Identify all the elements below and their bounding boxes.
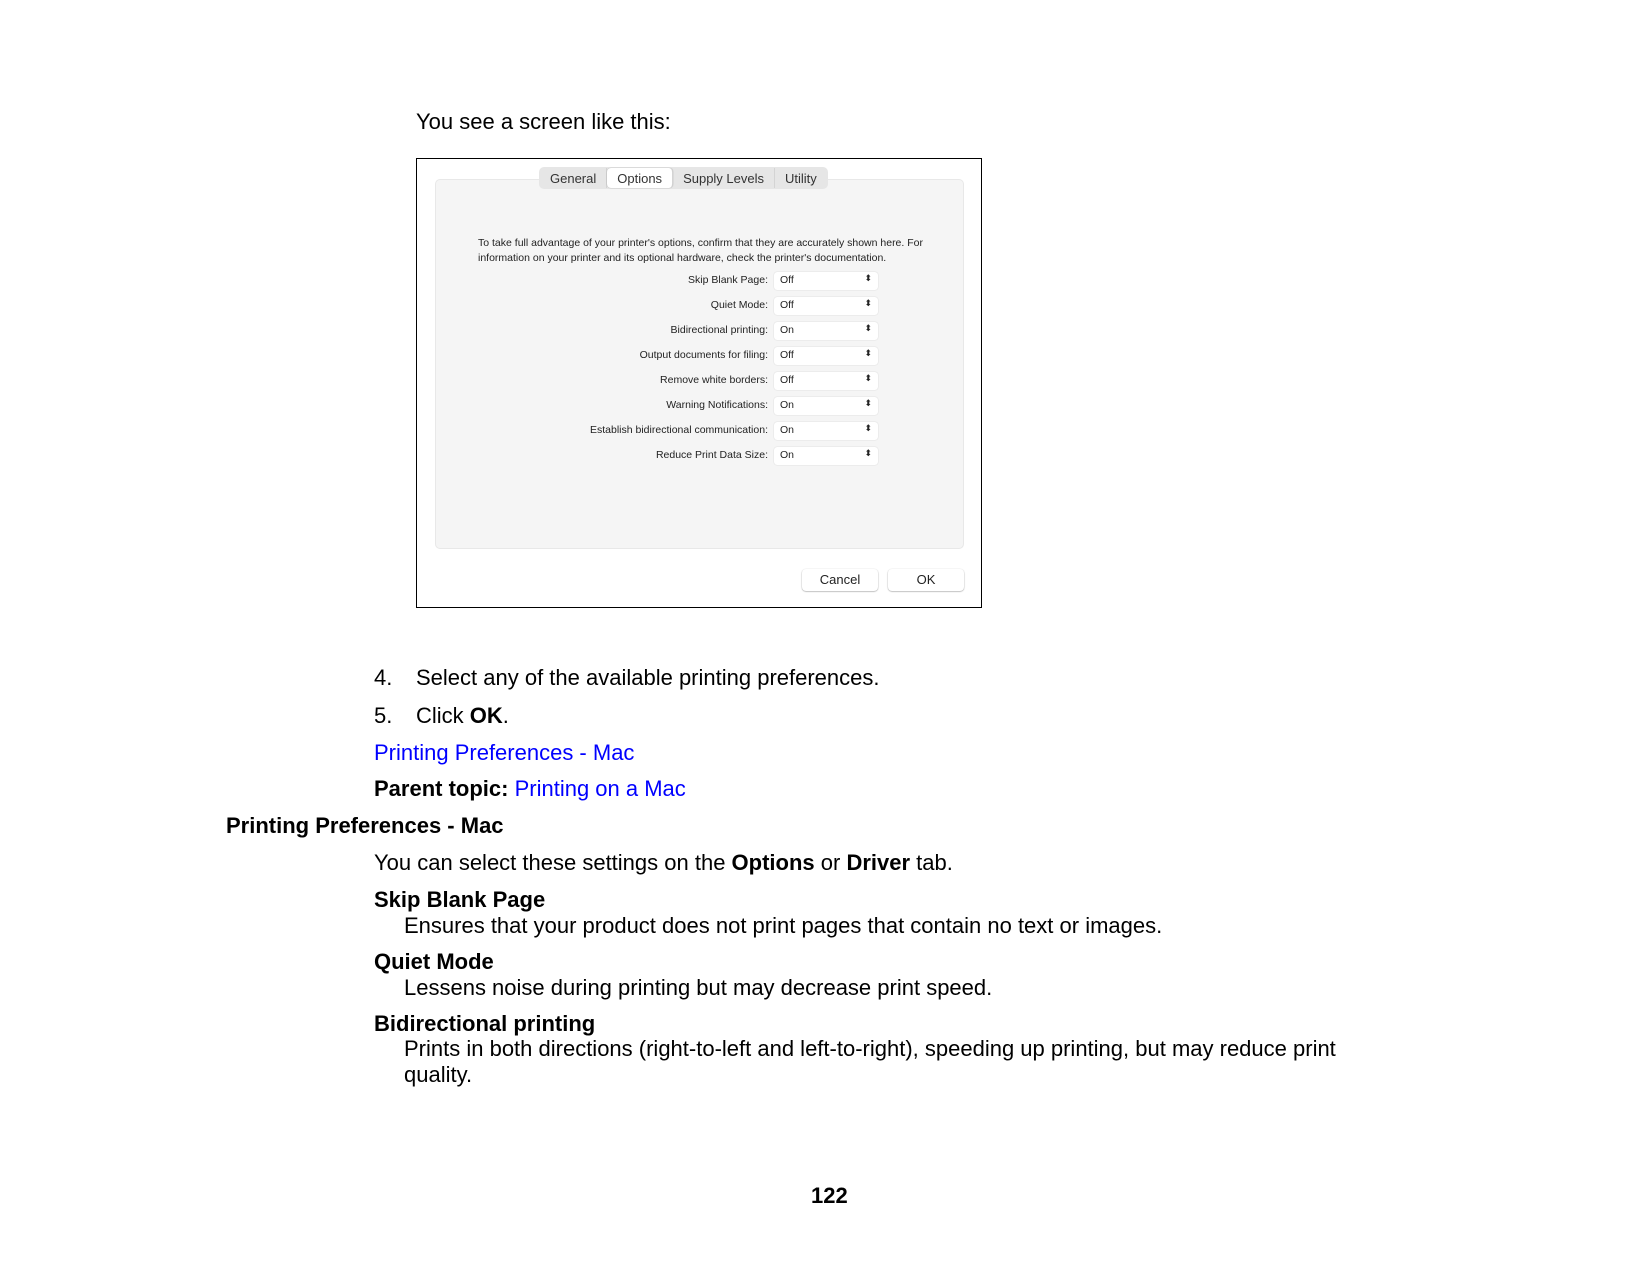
item-desc-cont: quality. xyxy=(404,1062,473,1087)
setting-label: Reduce Print Data Size: xyxy=(655,449,768,461)
updown-arrows-icon: ⬍ xyxy=(864,348,872,358)
dialog-description: To take full advantage of your printer's options, confirm that they are accurately shown here. For information on your printer and its optional hardware, check the printer's documentation. xyxy=(478,237,923,264)
setting-label: Warning Notifications: xyxy=(666,399,768,411)
setting-value: Off xyxy=(780,349,794,361)
updown-arrows-icon: ⬍ xyxy=(864,398,872,408)
tab-utility[interactable]: Utility xyxy=(785,171,817,186)
item-title: Bidirectional printing xyxy=(374,1011,596,1036)
step-text: Click OK. xyxy=(416,703,509,728)
item-title: Skip Blank Page xyxy=(374,887,546,912)
setting-row xyxy=(436,347,876,365)
updown-arrows-icon: ⬍ xyxy=(864,323,872,333)
item-title: Quiet Mode xyxy=(374,949,494,974)
tab-general[interactable]: General xyxy=(540,168,607,188)
setting-value: Off xyxy=(780,374,794,386)
setting-row xyxy=(436,272,876,290)
setting-popup[interactable] xyxy=(774,297,878,315)
parent-topic-link[interactable]: Printing on a Mac xyxy=(514,776,686,801)
setting-label: Remove white borders: xyxy=(660,374,768,386)
updown-arrows-icon: ⬍ xyxy=(864,273,872,283)
item-desc: Lessens noise during printing but may decrease print speed. xyxy=(404,975,993,1000)
intro-text: You see a screen like this: xyxy=(416,109,671,134)
section-heading: Printing Preferences - Mac xyxy=(226,813,504,838)
step-number: 4. xyxy=(374,665,393,690)
setting-value: On xyxy=(780,399,795,411)
updown-arrows-icon: ⬍ xyxy=(864,448,872,458)
tab-supply-levels[interactable]: Supply Levels xyxy=(673,168,775,188)
cancel-button[interactable]: Cancel xyxy=(802,569,878,591)
setting-value: On xyxy=(780,324,795,336)
options-panel xyxy=(435,179,964,549)
intro-paragraph: You can select these settings on the Options or Driver tab. xyxy=(374,850,953,875)
setting-value: On xyxy=(780,424,795,436)
setting-popup[interactable] xyxy=(774,447,878,465)
setting-row xyxy=(436,322,876,340)
step-text: Select any of the available printing preferences. xyxy=(416,665,880,690)
setting-value: Off xyxy=(780,299,794,311)
setting-row xyxy=(436,397,876,415)
setting-popup[interactable] xyxy=(774,397,878,415)
setting-label: Skip Blank Page: xyxy=(688,274,768,286)
ok-button[interactable]: OK xyxy=(888,569,964,591)
setting-value: Off xyxy=(780,274,794,286)
dialog-screenshot xyxy=(416,158,982,608)
tab-options[interactable]: Options xyxy=(607,168,673,188)
setting-row xyxy=(436,422,876,440)
printing-preferences-link[interactable]: Printing Preferences - Mac xyxy=(374,740,635,765)
page-number: 122 xyxy=(811,1183,848,1208)
setting-label: Output documents for filing: xyxy=(639,349,768,361)
step-number: 5. xyxy=(374,703,393,728)
updown-arrows-icon: ⬍ xyxy=(864,423,872,433)
tab-bar xyxy=(539,167,828,189)
updown-arrows-icon: ⬍ xyxy=(864,298,872,308)
setting-label: Bidirectional printing: xyxy=(670,324,768,336)
setting-value: On xyxy=(780,449,795,461)
setting-row xyxy=(436,447,876,465)
setting-label: Quiet Mode: xyxy=(710,299,768,311)
item-desc: Ensures that your product does not print pages that contain no text or images. xyxy=(404,913,1163,938)
setting-row xyxy=(436,372,876,390)
setting-popup[interactable] xyxy=(774,347,878,365)
setting-popup[interactable] xyxy=(774,272,878,290)
setting-row xyxy=(436,297,876,315)
setting-popup[interactable] xyxy=(774,322,878,340)
item-desc: Prints in both directions (right-to-left and left-to-right), speeding up printing, but may reduce print xyxy=(404,1036,1336,1061)
updown-arrows-icon: ⬍ xyxy=(864,373,872,383)
setting-popup[interactable] xyxy=(774,422,878,440)
setting-label: Establish bidirectional communication: xyxy=(589,424,768,436)
parent-topic: Parent topic: Printing on a Mac xyxy=(374,776,686,801)
setting-popup[interactable] xyxy=(774,372,878,390)
